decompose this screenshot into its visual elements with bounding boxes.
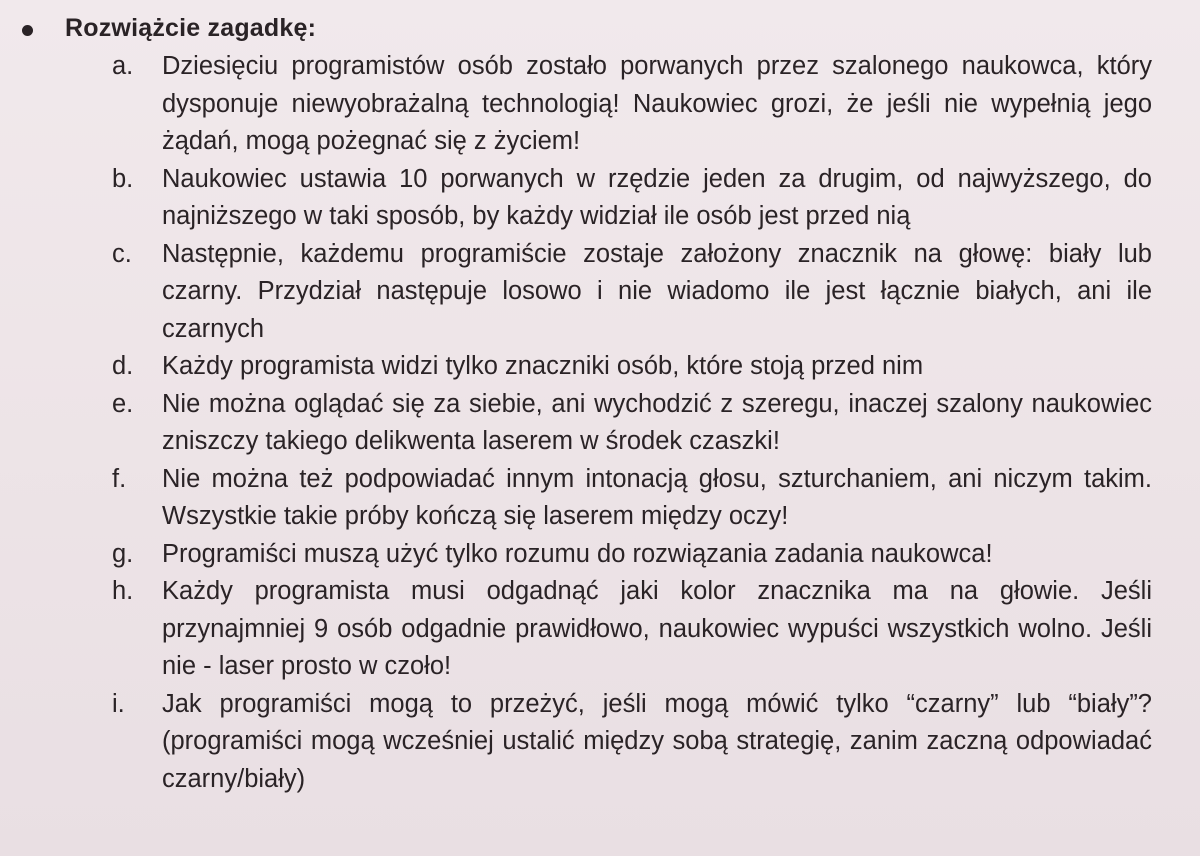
title-row: [22, 14, 316, 43]
list-item-text: Każdy programista musi odgadnąć jaki kolor znacznika ma na głowie. Jeśli przynajmniej 9 osób odgadnie prawidłowo, naukowiec wypuści wszystkich wolno. Jeśli nie - laser prosto w czoło!: [162, 577, 1152, 680]
list-marker: f.: [112, 464, 127, 493]
page-title: Rozwiążcie zagadkę:: [65, 14, 317, 42]
list-marker: h.: [112, 577, 134, 605]
list-item-text: Następnie, każdemu programiście zostaje założony znacznik na głowę: biały lub czarny. Przydział następuje losowo i nie wiadomo ile jest łącznie białych, ani ile czarnych: [162, 239, 1152, 343]
list-item-a: [112, 48, 1152, 161]
list-item-text: Nie można oglądać się za siebie, ani wychodzić z szeregu, inaczej szalony naukowiec zniszczy takiego delikwenta laserem w środek czaszki!: [162, 389, 1152, 455]
list-item-g: [112, 536, 1152, 574]
list-item-text: Naukowiec ustawia 10 porwanych w rzędzie jeden za drugim, od najwyższego, do najniższego w taki sposób, by każdy widział ile osób jest przed nią: [162, 164, 1152, 230]
list-marker: e.: [112, 389, 134, 418]
list-marker: b.: [112, 164, 134, 193]
list-item-c: [112, 236, 1152, 349]
list-marker: d.: [112, 352, 134, 380]
list-marker: i.: [112, 689, 125, 718]
list-item-text: Programiści muszą użyć tylko rozumu do rozwiązania zadania naukowca!: [162, 539, 993, 568]
puzzle-list: [112, 48, 1152, 798]
list-item-text: Dziesięciu programistów osób zostało porwanych przez szalonego naukowca, który dysponuje niewyobrażalną technologią! Naukowiec grozi, że jeśli nie wypełnią jego żądań, mogą pożegnać się z życiem!: [162, 52, 1152, 155]
list-item-d: [112, 348, 1152, 386]
list-item-h: [112, 573, 1152, 686]
list-item-b: [112, 161, 1152, 236]
list-marker: a.: [112, 52, 134, 80]
list-item-text: Jak programiści mogą to przeżyć, jeśli mogą mówić tylko “czarny” lub “biały”? (programiści mogą wcześniej ustalić między sobą strategię, zanim zaczną odpowiadać czarny/biały): [162, 689, 1152, 793]
list-item-i: [112, 686, 1152, 799]
list-item-text: Nie można też podpowiadać innym intonacją głosu, szturchaniem, ani niczym takim. Wszystkie takie próby kończą się laserem między oczy!: [162, 464, 1152, 530]
list-marker: c.: [112, 239, 132, 268]
list-item-e: [112, 386, 1152, 461]
bullet-icon: [22, 25, 33, 36]
list-item-f: [112, 461, 1152, 536]
list-marker: g.: [112, 539, 134, 568]
list-item-text: Każdy programista widzi tylko znaczniki osób, które stoją przed nim: [162, 352, 924, 380]
